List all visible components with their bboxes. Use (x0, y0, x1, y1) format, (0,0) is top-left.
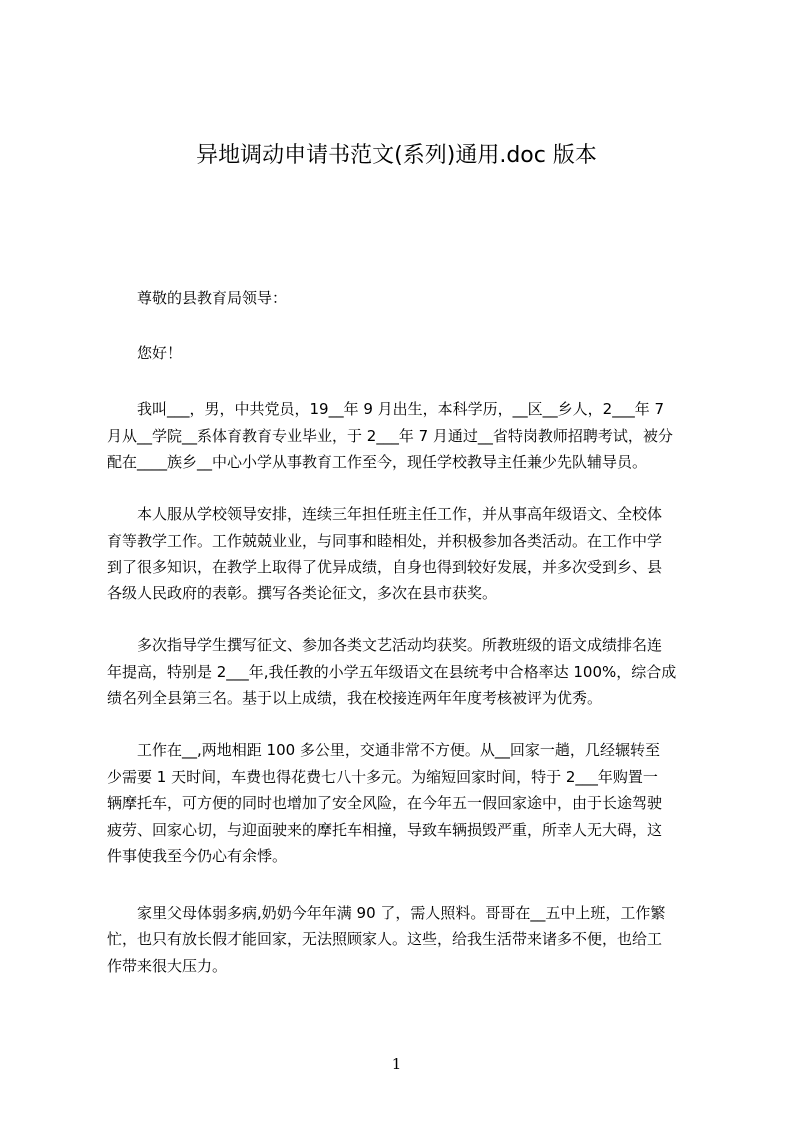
document-title: 异地调动申请书范文(系列)通用.doc 版本 (196, 143, 597, 168)
paragraph-5-line-1: 家里父母体弱多病,奶奶今年年满 90 了，需人照料。哥哥在__五中上班，工作繁 (107, 904, 666, 922)
paragraph-4-line-3: 辆摩托车，可方便的同时也增加了安全风险，在今年五一假回家途中，由于长途驾驶 (107, 794, 663, 812)
paragraph-2-line-1: 本人服从学校领导安排，连续三年担任班主任工作，并从事高年级语文、全校体 (107, 505, 663, 523)
paragraph-2-line-3: 到了很多知识，在教学上取得了优异成绩，自身也得到较好发展，并多次受到乡、县 (107, 558, 663, 576)
salutation: 尊敬的县教育局领导： (137, 289, 288, 307)
paragraph-5-line-3: 作带来很大压力。 (107, 957, 228, 975)
paragraph-2-line-2: 育等教学工作。工作兢兢业业，与同事和睦相处，并积极参加各类活动。在工作中学 (107, 532, 663, 550)
paragraph-3-line-1: 多次指导学生撰写征文、参加各类文艺活动均获奖。所教班级的语文成绩排名连 (107, 636, 663, 654)
page-number: 1 (391, 1055, 402, 1073)
paragraph-1-line-2: 月从__学院__系体育教育专业毕业，于 2___年 7 月通过__省特岗教师招聘考试，被分 (107, 427, 673, 445)
paragraph-4-line-5: 件事使我至今仍心有余悸。 (107, 847, 288, 865)
paragraph-4-line-4: 疲劳、回家心切，与迎面驶来的摩托车相撞，导致车辆损毁严重，所幸人无大碍，这 (107, 821, 663, 839)
paragraph-1-line-1: 我叫___，男，中共党员，19__年 9 月出生，本科学历，__区__乡人，2___年 7 (107, 400, 665, 418)
paragraph-4-line-1: 工作在__,两地相距 100 多公里，交通非常不方便。从__回家一趟，几经辗转至 (107, 741, 660, 759)
paragraph-5-line-2: 忙，也只有放长假才能回家，无法照顾家人。这些，给我生活带来诸多不便，也给工 (107, 930, 663, 948)
paragraph-4-line-2: 少需要 1 天时间，车费也得花费七八十多元。为缩短回家时间，特于 2___年购置一 (107, 768, 658, 786)
paragraph-3-line-3: 绩名列全县第三名。基于以上成绩，我在校接连两年年度考核被评为优秀。 (107, 689, 603, 707)
paragraph-1-line-3: 配在____族乡__中心小学从事教育工作至今，现任学校教导主任兼少先队辅导员。 (107, 453, 648, 471)
paragraph-3-line-2: 年提高，特别是 2___年,我任教的小学五年级语文在县统考中合格率达 100%，综合成 (107, 663, 677, 681)
paragraph-2-line-4: 各级人民政府的表彰。撰写各类论征文，多次在县市获奖。 (107, 584, 498, 602)
greeting: 您好！ (137, 344, 183, 362)
